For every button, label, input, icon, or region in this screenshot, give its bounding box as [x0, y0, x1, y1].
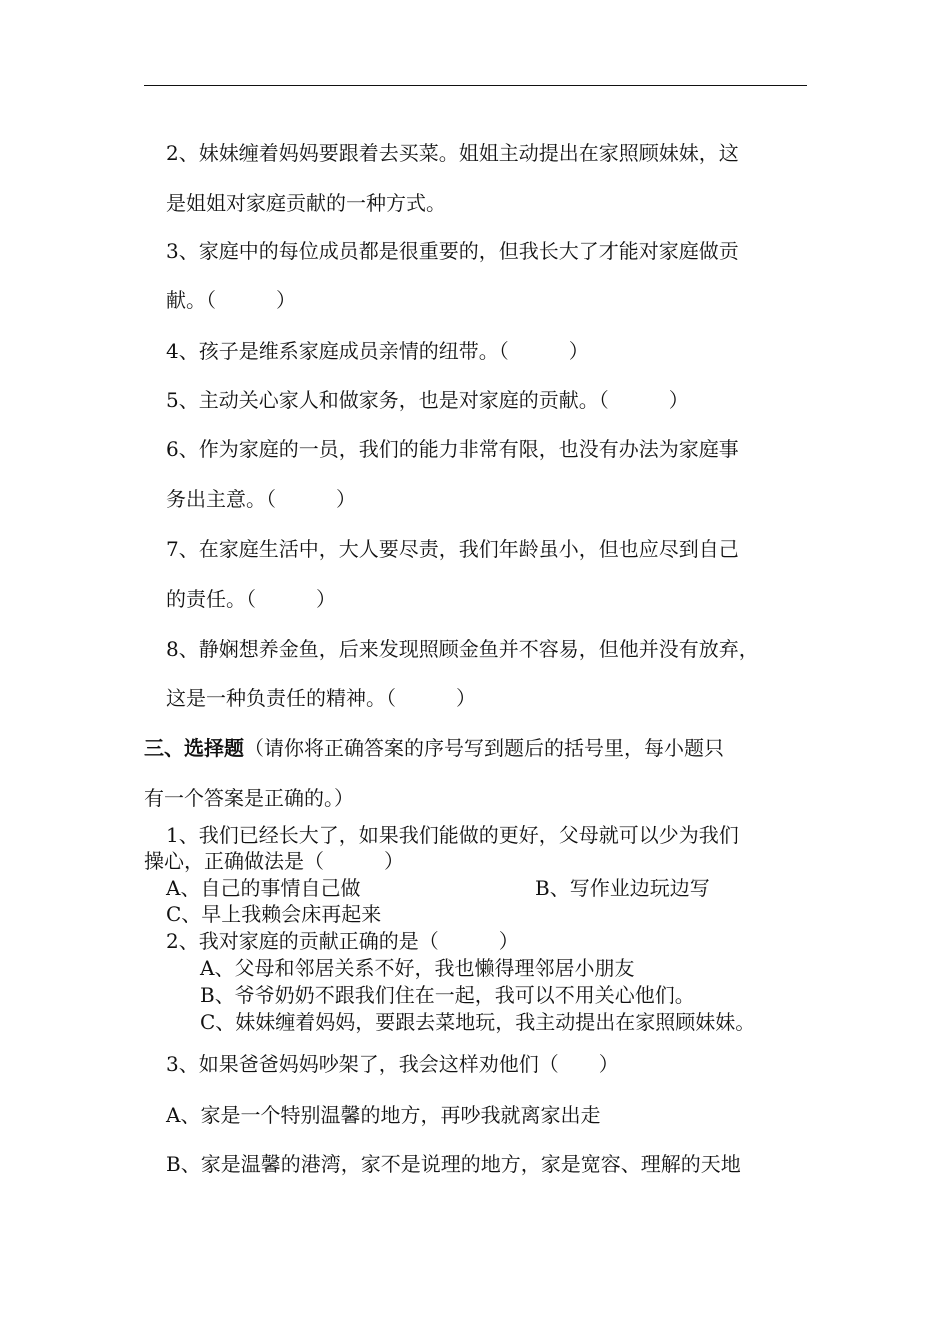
- mc-q2-option-b: B、爷爷奶奶不跟我们住在一起，我可以不用关心他们。: [200, 983, 695, 1007]
- tf-q2-line2: 是姐姐对家庭贡献的一种方式。: [166, 191, 446, 215]
- section3-instruction: （请你将正确答案的序号写到题后的括号里，每小题只: [244, 736, 724, 760]
- tf-q6-line1: 6、作为家庭的一员，我们的能力非常有限，也没有办法为家庭事: [166, 437, 739, 461]
- tf-q6-line2: 务出主意。（ ）: [166, 487, 356, 511]
- tf-q5: 5、主动关心家人和做家务，也是对家庭的贡献。（ ）: [166, 388, 689, 412]
- tf-q7-line1: 7、在家庭生活中，大人要尽责，我们年龄虽小，但也应尽到自己: [166, 537, 739, 561]
- tf-q7-line2: 的责任。（ ）: [166, 587, 336, 611]
- mc-q1-line1: 1、我们已经长大了，如果我们能做的更好，父母就可以少为我们: [166, 823, 739, 847]
- mc-q3: 3、如果爸爸妈妈吵架了，我会这样劝他们（ ）: [166, 1052, 619, 1076]
- tf-q3-line1: 3、家庭中的每位成员都是很重要的，但我长大了才能对家庭做贡: [166, 239, 739, 263]
- mc-q2: 2、我对家庭的贡献正确的是（ ）: [166, 929, 519, 953]
- mc-q1-line2: 操心，正确做法是（ ）: [144, 849, 404, 873]
- mc-q1-option-b: B、写作业边玩边写: [535, 876, 710, 900]
- mc-q1-option-a: A、自己的事情自己做: [166, 876, 361, 900]
- section3-title: 三、选择题: [144, 736, 244, 760]
- tf-q8-line1: 8、静娴想养金鱼，后来发现照顾金鱼并不容易，但他并没有放弃，: [166, 637, 759, 661]
- mc-q2-option-c: C、妹妹缠着妈妈，要跟去菜地玩，我主动提出在家照顾妹妹。: [200, 1010, 756, 1034]
- mc-q1-option-c: C、早上我赖会床再起来: [166, 902, 382, 926]
- tf-q4: 4、孩子是维系家庭成员亲情的纽带。（ ）: [166, 339, 589, 363]
- section3-heading: [144, 735, 724, 761]
- tf-q8-line2: 这是一种负责任的精神。（ ）: [166, 686, 476, 710]
- mc-q2-option-a: A、父母和邻居关系不好，我也懒得理邻居小朋友: [200, 956, 635, 980]
- section3-instruction-line2: 有一个答案是正确的。）: [144, 786, 354, 810]
- header-rule: [144, 85, 807, 86]
- tf-q3-line2: 献。（ ）: [166, 288, 296, 312]
- mc-q3-option-a: A、家是一个特别温馨的地方，再吵我就离家出走: [166, 1103, 601, 1127]
- tf-q2-line1: 2、妹妹缠着妈妈要跟着去买菜。姐姐主动提出在家照顾妹妹，这: [166, 141, 739, 165]
- mc-q3-option-b: B、家是温馨的港湾，家不是说理的地方，家是宽容、理解的天地: [166, 1152, 741, 1176]
